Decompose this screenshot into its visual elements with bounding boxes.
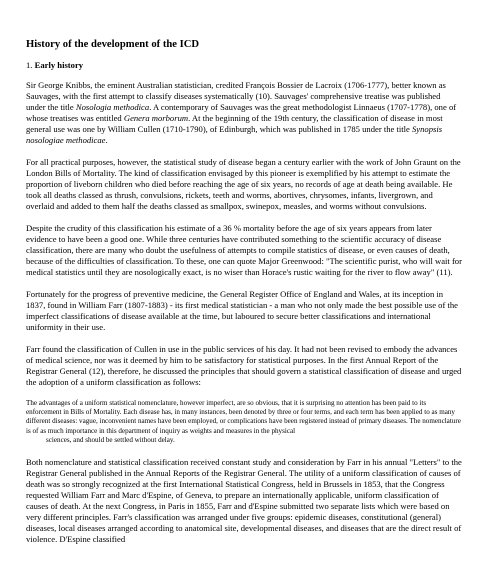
paragraph-farr-inception: Fortunately for the progress of preventive medicine, the General Register Office of England and Wales, at its inception in 1837, found in William Farr (1807-1883) - its first medical statistician - a man who not only made the best possible use of the imperfect classifications of disease available at the time, but laboured to secure better classifications and international uniformity in their use. xyxy=(26,289,458,332)
section-title: Early history xyxy=(34,60,84,70)
quote-text-end: sciences, and should be settled without delay. xyxy=(46,435,175,444)
document-title: History of the development of the ICD xyxy=(26,39,200,50)
block-quote xyxy=(26,399,462,445)
paragraph-nomenclature: Both nomenclature and statistical classification received constant study and consideration by Farr in his annual "Letters" to the Registrar General published in the Annual Reports of the Registrar General. The utility of a uniform classification of causes of death was so strongly recognized at the first International Statistical Congress, held in Brussels in 1853, that the Congress requested William Farr and Marc d'Espine, of Geneva, to prepare an internationally applicable, uniform classification of causes of death. At the next Congress, in Paris in 1855, Farr and d'Espine submitted two separate lists which were based on very different principles. Farr's classification was arranged under five groups: epidemic diseases, constitutional (general) diseases, local diseases arranged according to anatomical site, developmental diseases, and diseases that are the direct result of violence. D'Espine classified xyxy=(26,457,462,545)
paragraph-text: Sir George Knibbs, the eminent Australian statistician, credited François Bossier de Lacroix (1706-1777), better known as Sauvages, with the first attempt to classify diseases systematically (10). Sauvages' comprehensive treatise was published under the title xyxy=(26,80,446,112)
paragraph-crudity: Despite the crudity of this classification his estimate of a 36 % mortality before the age of six years appears from later evidence to have been a good one. While three centuries have contributed something to the scientific accuracy of disease classification, there are many who doubt the usefulness of attempts to compile statistics of disease, or even causes of death, because of the difficulties of classification. To these, one can quote Major Greenwood: "The scientific purist, who will wait for medical statistics until they are nosologically exact, is no wiser than Horace's rustic waiting for the river to flow away" (11). xyxy=(26,223,462,277)
paragraph-cullen: Farr found the classification of Cullen in use in the public services of his day. It had not been revised to embody the advances of medical science, nor was it deemed by him to be satisfactory for statistical purposes. In the first Annual Report of the Registrar General (12), therefore, he discussed the principles that should govern a statistical classification of disease and urged the adoption of a uniform classification as follows: xyxy=(26,344,462,387)
paragraph-text: . At the beginning of the 19th century, the classification of disease in most general use was one by William Cullen (1710-1790), of Edinburgh, which was published in 1785 under the title xyxy=(26,113,443,134)
section-heading xyxy=(26,60,462,71)
section-number: 1. xyxy=(26,60,33,70)
book-title: Genera morborum xyxy=(123,113,189,123)
paragraph-text: . A contemporary of Sauvages was the great methodologist Linnaeus (1707-1778), one of whose treatises was entitled xyxy=(26,102,457,123)
paragraph-text: . xyxy=(105,135,108,145)
paragraph-graunt: For all practical purposes, however, the statistical study of disease began a century earlier with the work of John Graunt on the London Bills of Mortality. The kind of classification envisaged by this pioneer is exemplified by his attempt to estimate the proportion of liveborn children who died before reaching the age of six years, no records of age at death being available. He took all deaths classed as thrush, convulsions, rickets, teeth and worms, abortives, chrysomes, infants, livergrown, and overlaid and added to them half the deaths classed as smallpox, swinepox, measles, and worms without convulsions. xyxy=(26,157,461,211)
book-title: Nosologia methodica xyxy=(75,102,150,112)
book-title: Synopsis nosologiae methodicae xyxy=(26,124,443,145)
paragraph-sauvages xyxy=(26,80,462,146)
quote-text: The advantages of a uniform statistical nomenclature, however imperfect, are so obvious, that it is surprising no attention has been paid to its enforcement in Bills of Mortality. Each disease has, in many instances, been denoted by three or four terms, and each term has been applied to as many different diseases: vague, inconvenient names have been employed, or complications have been registered instead of primary diseases. The nomenclature is of as much importance in this department of inquiry as weights and measures in the physical xyxy=(26,399,461,435)
